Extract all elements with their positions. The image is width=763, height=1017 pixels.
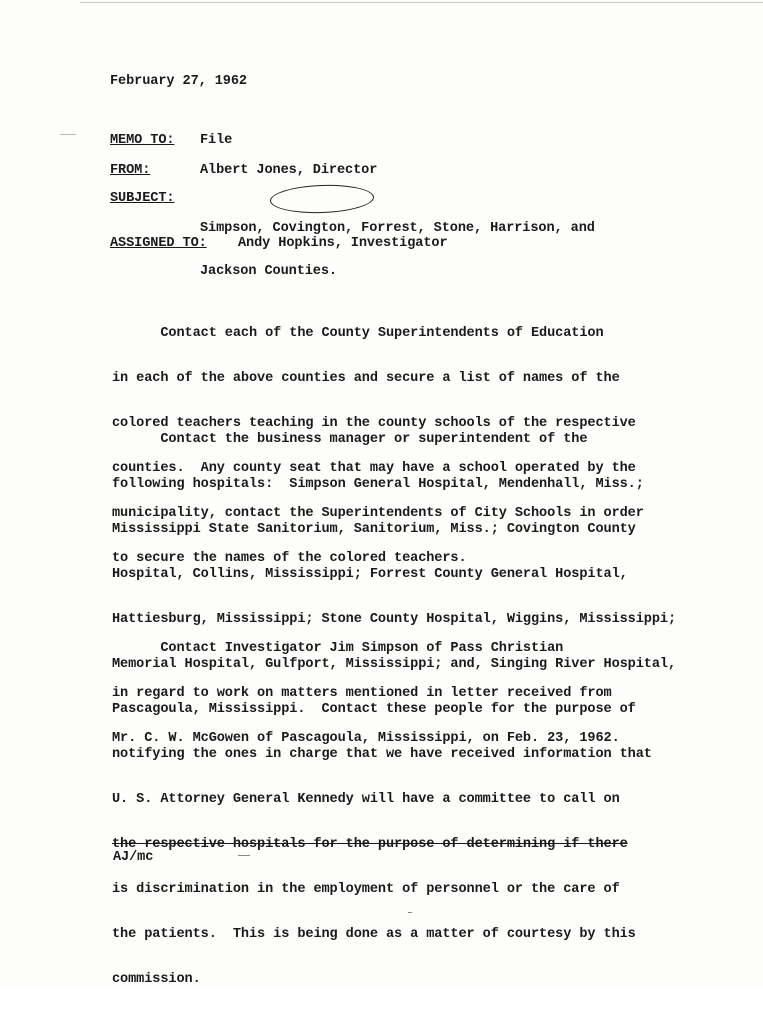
paragraph-line: to secure the names of the colored teachers. (112, 551, 467, 566)
scan-speck (408, 912, 412, 913)
paragraph-line: municipality, contact the Superintendents of City Schools in order (112, 506, 644, 521)
memo-to-row (110, 133, 232, 148)
from-value: Albert Jones, Director (200, 163, 378, 178)
top-edge-rule (80, 2, 763, 3)
paragraph-line: notifying the ones in charge that we have received information that (112, 747, 652, 762)
paragraph-line: in each of the above counties and secure a list of names of the (112, 371, 620, 386)
paragraph-line: following hospitals: Simpson General Hospital, Mendenhall, Miss.; (112, 477, 644, 492)
paragraph-line: Mississippi State Sanitorium, Sanitorium, Miss.; Covington County (112, 522, 636, 537)
subject-label: SUBJECT: (110, 191, 175, 206)
paragraph-line: Hattiesburg, Mississippi; Stone County Hospital, Wiggins, Mississippi; (112, 612, 677, 627)
paragraph-line: Contact Investigator Jim Simpson of Pass Christian (112, 641, 564, 656)
memo-to-label: MEMO TO: (110, 133, 175, 148)
memo-date: February 27, 1962 (110, 74, 247, 89)
paragraph-line: the patients. This is being done as a matter of courtesy by this (112, 927, 636, 942)
paragraph-line: Memorial Hospital, Gulfport, Mississippi; and, Singing River Hospital, (112, 657, 677, 672)
paragraph-line: in regard to work on matters mentioned in letter received from (112, 686, 612, 701)
paragraph-line: colored teachers teaching in the county schools of the respective (112, 416, 636, 431)
scan-speck (238, 855, 250, 856)
assigned-to-row (110, 236, 448, 251)
paragraph-line: Contact the business manager or superintendent of the (112, 432, 588, 447)
subject-line-1: Simpson, Covington, Forrest, Stone, Harrison, and (200, 221, 595, 236)
assigned-to-value: Andy Hopkins, Investigator (238, 236, 448, 251)
paragraph-line: counties. Any county seat that may have a school operated by the (112, 461, 636, 476)
from-label: FROM: (110, 163, 151, 178)
paragraph-line-struck: the respective hospitals for the purpose of determining if there (112, 837, 628, 852)
paragraph-line: Contact each of the County Superintendents of Education (112, 326, 604, 341)
paragraph-investigator (112, 611, 752, 776)
paragraph-line: commission. (112, 972, 201, 987)
paragraph-line: is discrimination in the employment of personnel or the care of (112, 882, 620, 897)
assigned-to-label: ASSIGNED TO: (110, 236, 207, 251)
typist-initials: AJ/mc (113, 850, 154, 865)
memo-to-value: File (200, 133, 233, 148)
paragraph-line: U. S. Attorney General Kennedy will have a committee to call on (112, 792, 620, 807)
subject-line-2: Jackson Counties. (200, 264, 337, 279)
paragraph-line: Hospital, Collins, Mississippi; Forrest County General Hospital, (112, 567, 628, 582)
paragraph-line: Mr. C. W. McGowen of Pascagoula, Mississippi, on Feb. 23, 1962. (112, 731, 620, 746)
paragraph-line: Pascagoula, Mississippi. Contact these people for the purpose of (112, 702, 636, 717)
scan-speck (60, 134, 76, 135)
from-row (110, 163, 377, 178)
